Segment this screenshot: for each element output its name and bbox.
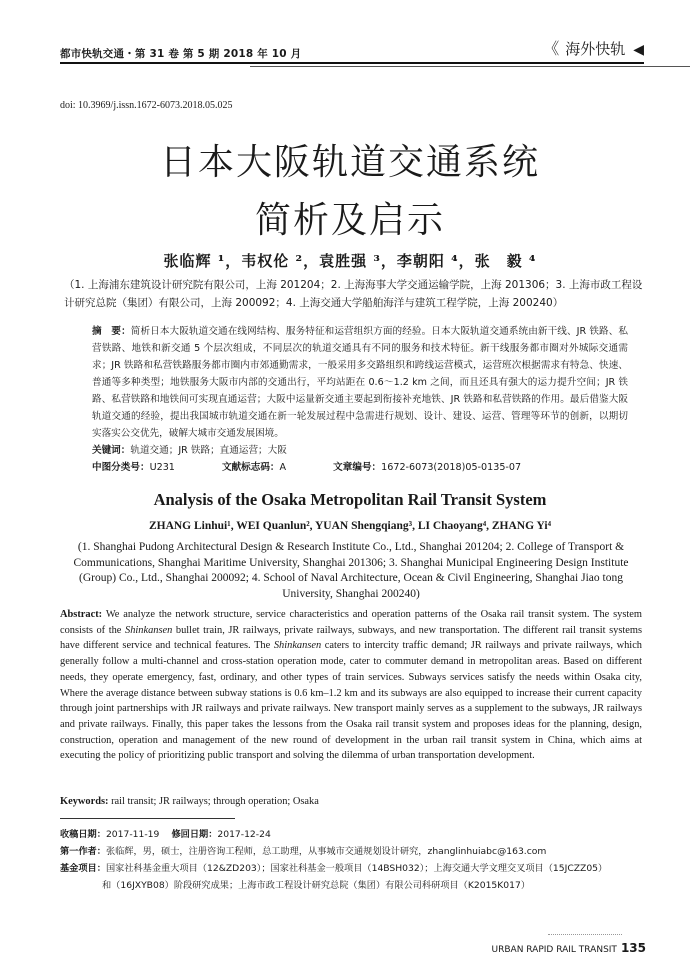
footnote-rule [60, 818, 235, 819]
clc-code: 中图分类号：U231 [92, 462, 175, 473]
document-code: 文献标志码：A [221, 462, 287, 473]
authors-cn: 张临辉 ¹，韦权伦 ²，袁胜强 ³，李朝阳 ⁴，张 毅 ⁴ [163, 252, 537, 270]
keywords-en-text: rail transit; JR railways; through operation; Osaka [108, 796, 319, 807]
keywords-cn-label: 关键词： [92, 445, 131, 456]
authors-en: ZHANG Linhui¹, WEI Quanlun², YUAN Shengqiang³, LI Chaoyang⁴, ZHANG Yi⁴ [148, 520, 552, 532]
affiliations-en: (1. Shanghai Pudong Architectural Design & Research Institute Co., Ltd., Shanghai 201204; 2. College of Transport & Communications, Shanghai Maritime University, Shanghai 201306; 3. Shanghai Municipal Engineering Design Institute (Group) Co., Ltd., Shanghai 200092; 4. School of Naval Architecture, Ocean & Civil Engineering, Shanghai Jiao tong University, Shanghai 200240) [73, 541, 629, 600]
first-author-line: 第一作者：张临辉，男，硕士，注册咨询工程师，总工助理，从事城市交通规划设计研究，zhanglinhuiabc@163.com [60, 846, 547, 857]
doi-line: doi: 10.3969/j.issn.1672-6073.2018.05.025 [60, 100, 233, 111]
footer-journal: URBAN RAPID RAIL TRANSIT [491, 945, 617, 955]
keywords-cn-text: 轨道交通；JR 铁路；直通运营；大阪 [130, 445, 287, 456]
title-en: Analysis of the Osaka Metropolitan Rail Transit System [153, 490, 547, 509]
footnotes [60, 826, 650, 894]
dates-line: 收稿日期：2017-11-19 修回日期：2017-12-24 [60, 829, 271, 840]
keywords-en-label: Keywords: [60, 796, 109, 807]
fund-line-cont: 和（16JXYB08）阶段研究成果；上海市政工程设计研究总院（集团）有限公司科研项目（K2015K017） [102, 880, 531, 891]
abstract-en-label: Abstract: [60, 609, 103, 620]
affiliations-cn: （1. 上海浦东建筑设计研究院有限公司，上海 201204；2. 上海海事大学交通运输学院，上海 201306；3. 上海市政工程设计研究总院（集团）有限公司，上海 200092；4. 上海交通大学船舶海洋与建筑工程学院，上海 200240） [64, 279, 643, 309]
abstract-en: Abstract: We analyze the network structure, service characteristics and operation patterns of the Osaka rail transit system. The system consists of the Shinkansen bullet train, JR railways, private railways, subways, and new transportation. The different rail transit systems have different service and technical features. The Shinkansen caters to intercity traffic demand; JR railways and private railways, which generally follow a multi-channel and cross-station operation mode, cater to commuter demand in metropolitan areas. Based on different needs, they operate emergency, fast, ordinary, and other types of train services. Subways services satisfy the needs within Osaka city, Where the average distance between subway stations is 0.6 km–1.2 km and its subways are also equipped to increase their current capacity through joint partnerships with JR railways and private railways. New transport mainly serves as a supplement to the subways, JR railways and private railways. Finally, this paper takes the lessons from the Osaka rail transit system and proposes ideas for the planning, design, construction, operation and management of the new round of development in the urban rail transit system in China, which aims at executing the policy of prioritizing public transport and solving the dilemma of urban transportation development. [60, 609, 642, 762]
abstract-cn-text: 简析日本大阪轨道交通在线网结构、服务特征和运营组织方面的经验。日本大阪轨道交通系统由新干线、JR 铁路、私营铁路、地铁和新交通 5 个层次组成，不同层次的轨道交通具有不同的服务和技术特征。新干线服务都市圈对外城际交通需求；JR 铁路和私营铁路服务都市圈内市郊通勤需求，一般采用多交路组织和跨线运营模式，运营班次根据需求有特急、快速、普通等多种类型；地铁服务大阪市内部的交通出行，平均站距在 0.6～1.2 km 之间，而且还具有强大的运力提升空间；JR 铁路、私营铁路和地铁间可实现直通运营；大阪中运量新交通主要起到衔接补充地铁、JR 铁路和私营铁路的作用。最后借鉴大阪轨道交通的经验，提出我国城市轨道交通在新一轮发展过程中急需进行规划、设计、建设、运营、管理等环节的创新，以期切实落实公交优先，破解大城市交通发展困境。 [92, 326, 629, 439]
triangle-left-icon: ◀ [633, 42, 644, 58]
article-number: 文章编号：1672-6073(2018)05-0135-07 [333, 462, 522, 473]
journal-issue-line: 都市快轨交通・第 31 卷 第 5 期 2018 年 10 月 [60, 48, 302, 60]
classification-line [92, 459, 565, 473]
abstract-cn [92, 323, 628, 442]
header-rule [60, 62, 644, 64]
column-name: 海外快轨 [565, 40, 626, 58]
keywords-cn [92, 442, 287, 456]
header-rule-thin [250, 66, 690, 67]
fund-line: 基金项目：国家社科基金重大项目（12&ZD203）；国家社科基金一般项目（14BSH032）；上海交通大学文理交叉项目（15JCZZ05） [60, 863, 608, 874]
double-chevron-icon: 《 [543, 39, 560, 58]
title-cn-line1: 日本大阪轨道交通系统 [159, 142, 540, 183]
footer-dots [548, 934, 622, 935]
page-footer [492, 941, 646, 955]
title-cn-line2: 简析及启示 [254, 200, 445, 241]
page-number: 135 [620, 941, 646, 955]
keywords-en [60, 796, 319, 807]
column-header [543, 36, 644, 59]
abstract-cn-label: 摘 要： [92, 326, 131, 337]
